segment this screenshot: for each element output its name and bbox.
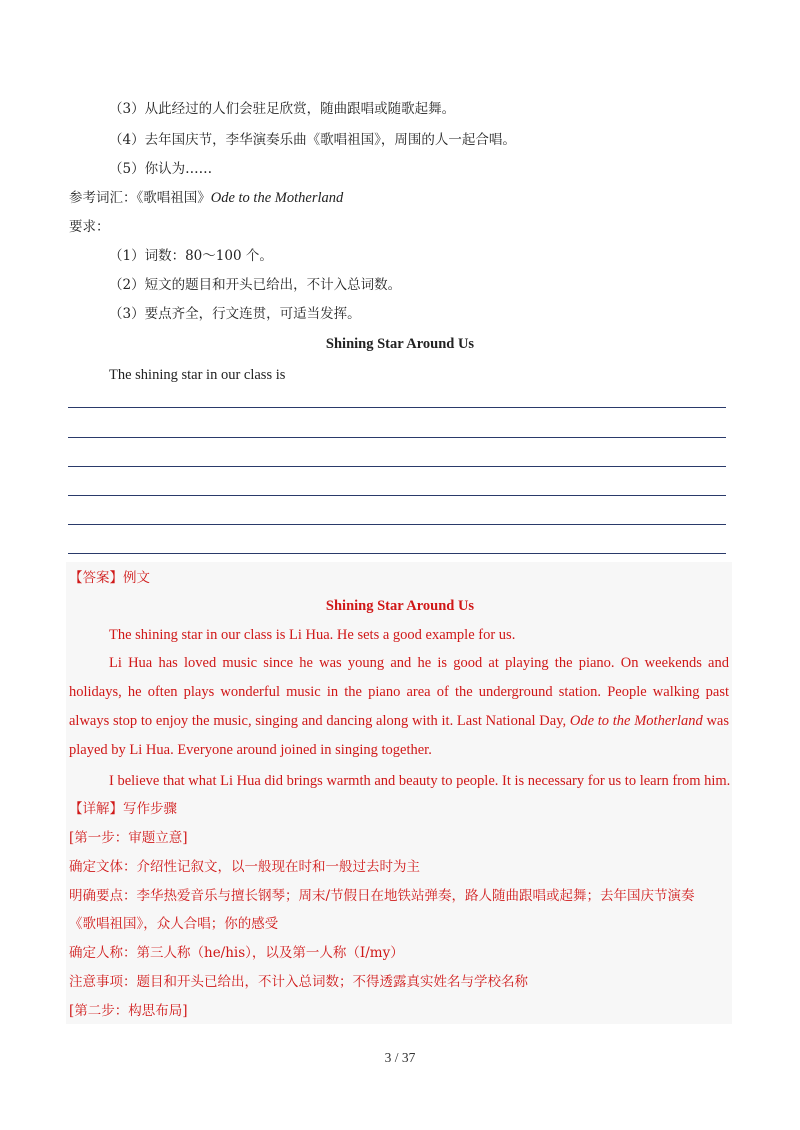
explanation-points-line-1: 明确要点：李华热爱音乐与擅长钢琴；周末/节假日在地铁站弹奏，路人随曲跟唱或起舞；去年国庆节演奏 <box>69 888 695 904</box>
explanation-points-line-2: 《歌唱祖国》，众人合唱；你的感受 <box>69 916 279 932</box>
answer-paragraph-2-text-b: was played by Li Hua. Everyone around joined in singing together. <box>69 713 729 758</box>
explanation-person: 确定人称：第三人称（he/his），以及第一人称（I/my） <box>69 945 404 961</box>
explanation-notes: 注意事项：题目和开头已给出，不计入总词数；不得透露真实姓名与学校名称 <box>69 974 528 990</box>
answer-paragraph-1: The shining star in our class is Li Hua. He sets a good example for us. <box>109 627 516 643</box>
answer-title: Shining Star Around Us <box>325 598 475 614</box>
requirement-item-3: （3）从此经过的人们会驻足欣赏，随曲跟唱或随歌起舞。 <box>109 101 456 117</box>
requirement-coherence: （3）要点齐全，行文连贯，可适当发挥。 <box>109 306 361 322</box>
answer-paragraph-2 <box>69 649 729 765</box>
explanation-header: 【详解】写作步骤 <box>69 801 177 817</box>
writing-line[interactable] <box>68 553 726 554</box>
answer-song-title: Ode to the Motherland <box>569 713 703 729</box>
vocabulary-line <box>69 189 343 207</box>
requirement-word-count: （1）词数：80～100 个。 <box>109 248 273 264</box>
answer-header: 【答案】例文 <box>69 570 150 586</box>
writing-line[interactable] <box>68 437 726 438</box>
writing-line[interactable] <box>68 466 726 467</box>
writing-line[interactable] <box>68 495 726 496</box>
requirement-item-5: （5）你认为…… <box>109 161 213 177</box>
requirements-label: 要求： <box>69 219 110 235</box>
page-number: 3 / 37 <box>384 1050 416 1065</box>
answer-paragraph-2-text-a: Li Hua has loved music since he was young and he is good at playing the piano. On weekends and holidays, he often plays wonderful music in the piano area of the underground station. People walking past always stop to enjoy the music, singing and dancing along with it. Last National Day, <box>69 655 729 729</box>
writing-line[interactable] <box>68 407 726 408</box>
requirement-item-4: （4）去年国庆节，李华演奏乐曲《歌唱祖国》，周围的人一起合唱。 <box>109 132 516 148</box>
essay-title: Shining Star Around Us <box>325 336 475 352</box>
vocabulary-label: 参考词汇：《歌唱祖国》 <box>69 190 211 206</box>
explanation-genre: 确定文体：介绍性记叙文，以一般现在时和一般过去时为主 <box>69 859 420 875</box>
explanation-step-1: [第一步：审题立意] <box>69 830 188 846</box>
answer-paragraph-3: I believe that what Li Hua did brings warmth and beauty to people. It is necessary for us to learn from him. <box>109 773 731 789</box>
explanation-step-2: [第二步：构思布局] <box>69 1003 188 1019</box>
writing-line[interactable] <box>68 524 726 525</box>
essay-opening: The shining star in our class is <box>109 367 286 383</box>
vocabulary-english: Ode to the Motherland <box>210 190 344 206</box>
requirement-title-given: （2）短文的题目和开头已给出，不计入总词数。 <box>109 277 402 293</box>
